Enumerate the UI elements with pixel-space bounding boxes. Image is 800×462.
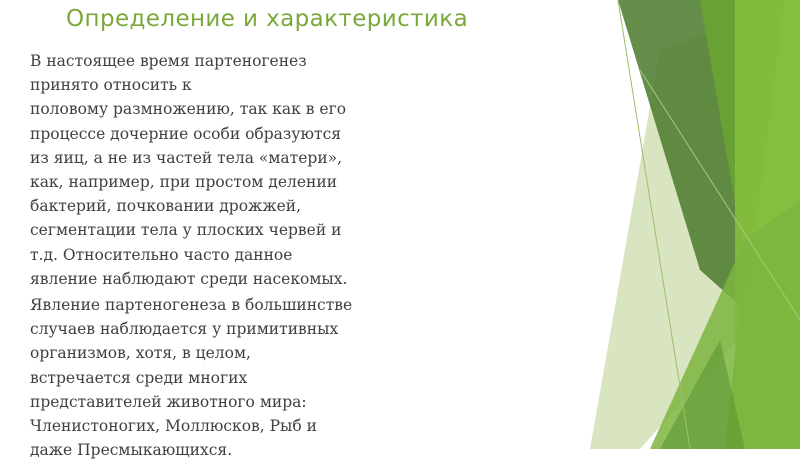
slide-title: Определение и характеристика <box>66 6 469 32</box>
slide-body <box>30 49 470 462</box>
paragraph-occurrence: Явление партеногенеза в большинстве случаев наблюдается у примитивных организмов, хотя, в целом, встречается среди многих представителей животного мира: Членистоногих, Моллюсков, Рыб и даже Пресмыкающихся. <box>30 296 353 460</box>
paragraph-definition: В настоящее время партеногенез принято относить к половому размножению, так как в его процессе дочерние особи образуются из яиц, а не из частей тела «матери», как, например, при простом делении бактерий, почковании дрожжей, сегментации тела у плоских червей и т.д. Относительно часто данное явление наблюдают среди насекомых. <box>30 52 348 288</box>
